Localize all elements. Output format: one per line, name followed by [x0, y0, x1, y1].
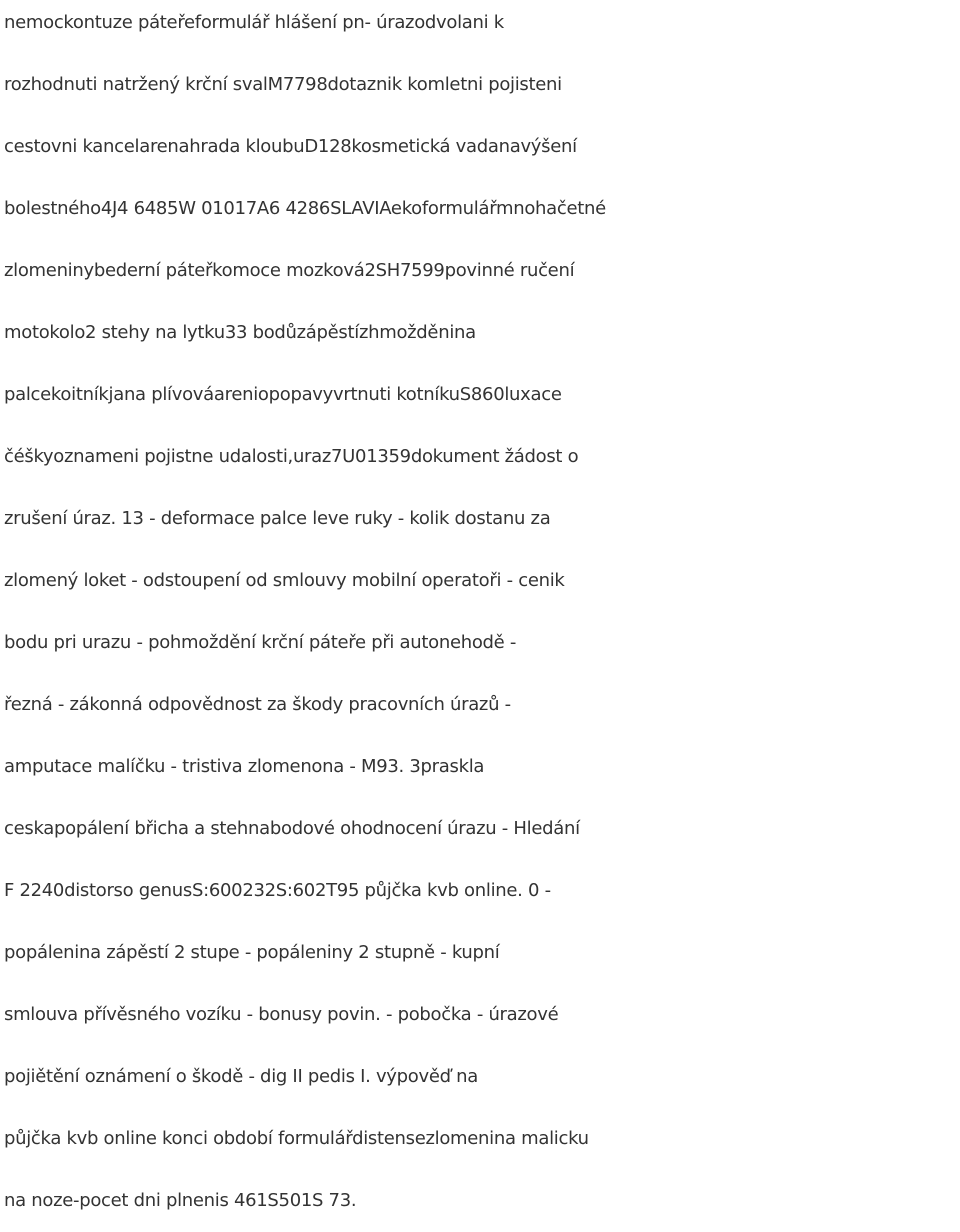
text-line-19: půjčka kvb online konci období formulářdistensezlomenina malicku	[4, 1128, 589, 1149]
text-line-3: cestovni kancelarenahrada kloubuD128kosmetická vadanavýšení	[4, 136, 577, 157]
text-line-16: popálenina zápěstí 2 stupe - popáleniny 2 stupně - kupní	[4, 942, 500, 963]
text-line-15: F 2240distorso genusS:600232S:602T95 půjčka kvb online. 0 -	[4, 880, 551, 901]
text-line-2: rozhodnuti natržený krční svalM7798dotaznik komletni pojisteni	[4, 74, 562, 95]
text-line-1: nemockontuze páteřeformulář hlášení pn- úrazodvolani k	[4, 12, 504, 33]
text-line-9: zrušení úraz. 13 - deformace palce leve ruky - kolik dostanu za	[4, 508, 551, 529]
text-line-11: bodu pri urazu - pohmoždění krční páteře při autonehodě -	[4, 632, 517, 653]
text-line-17: smlouva přívěsného vozíku - bonusy povin. - pobočka - úrazové	[4, 1004, 559, 1025]
text-line-12: řezná - zákonná odpovědnost za škody pracovních úrazů -	[4, 694, 511, 715]
text-line-6: motokolo2 stehy na lytku33 bodůzápěstízhmožděnina	[4, 322, 476, 343]
text-line-4: bolestného4J4 6485W 01017A6 4286SLAVIAekoformulářmnohačetné	[4, 198, 606, 219]
text-line-18: pojiětění oznámení o škodě - dig II pedis I. výpověď na	[4, 1066, 479, 1087]
text-line-13: amputace malíčku - tristiva zlomenona - M93. 3praskla	[4, 756, 485, 777]
text-line-7: palcekoitníkjana plívováareniopopavyvrtnuti kotníkuS860luxace	[4, 384, 562, 405]
text-line-20: na noze-pocet dni plnenis 461S501S 73.	[4, 1190, 357, 1211]
text-line-5: zlomeninybederní páteřkomoce mozková2SH7599povinné ručení	[4, 260, 575, 281]
text-line-14: ceskapopálení břicha a stehnabodové ohodnocení úrazu - Hledání	[4, 818, 580, 839]
text-line-10: zlomený loket - odstoupení od smlouvy mobilní operatoři - cenik	[4, 570, 565, 591]
text-line-8: čéškyoznameni pojistne udalosti,uraz7U01359dokument žádost o	[4, 446, 579, 467]
